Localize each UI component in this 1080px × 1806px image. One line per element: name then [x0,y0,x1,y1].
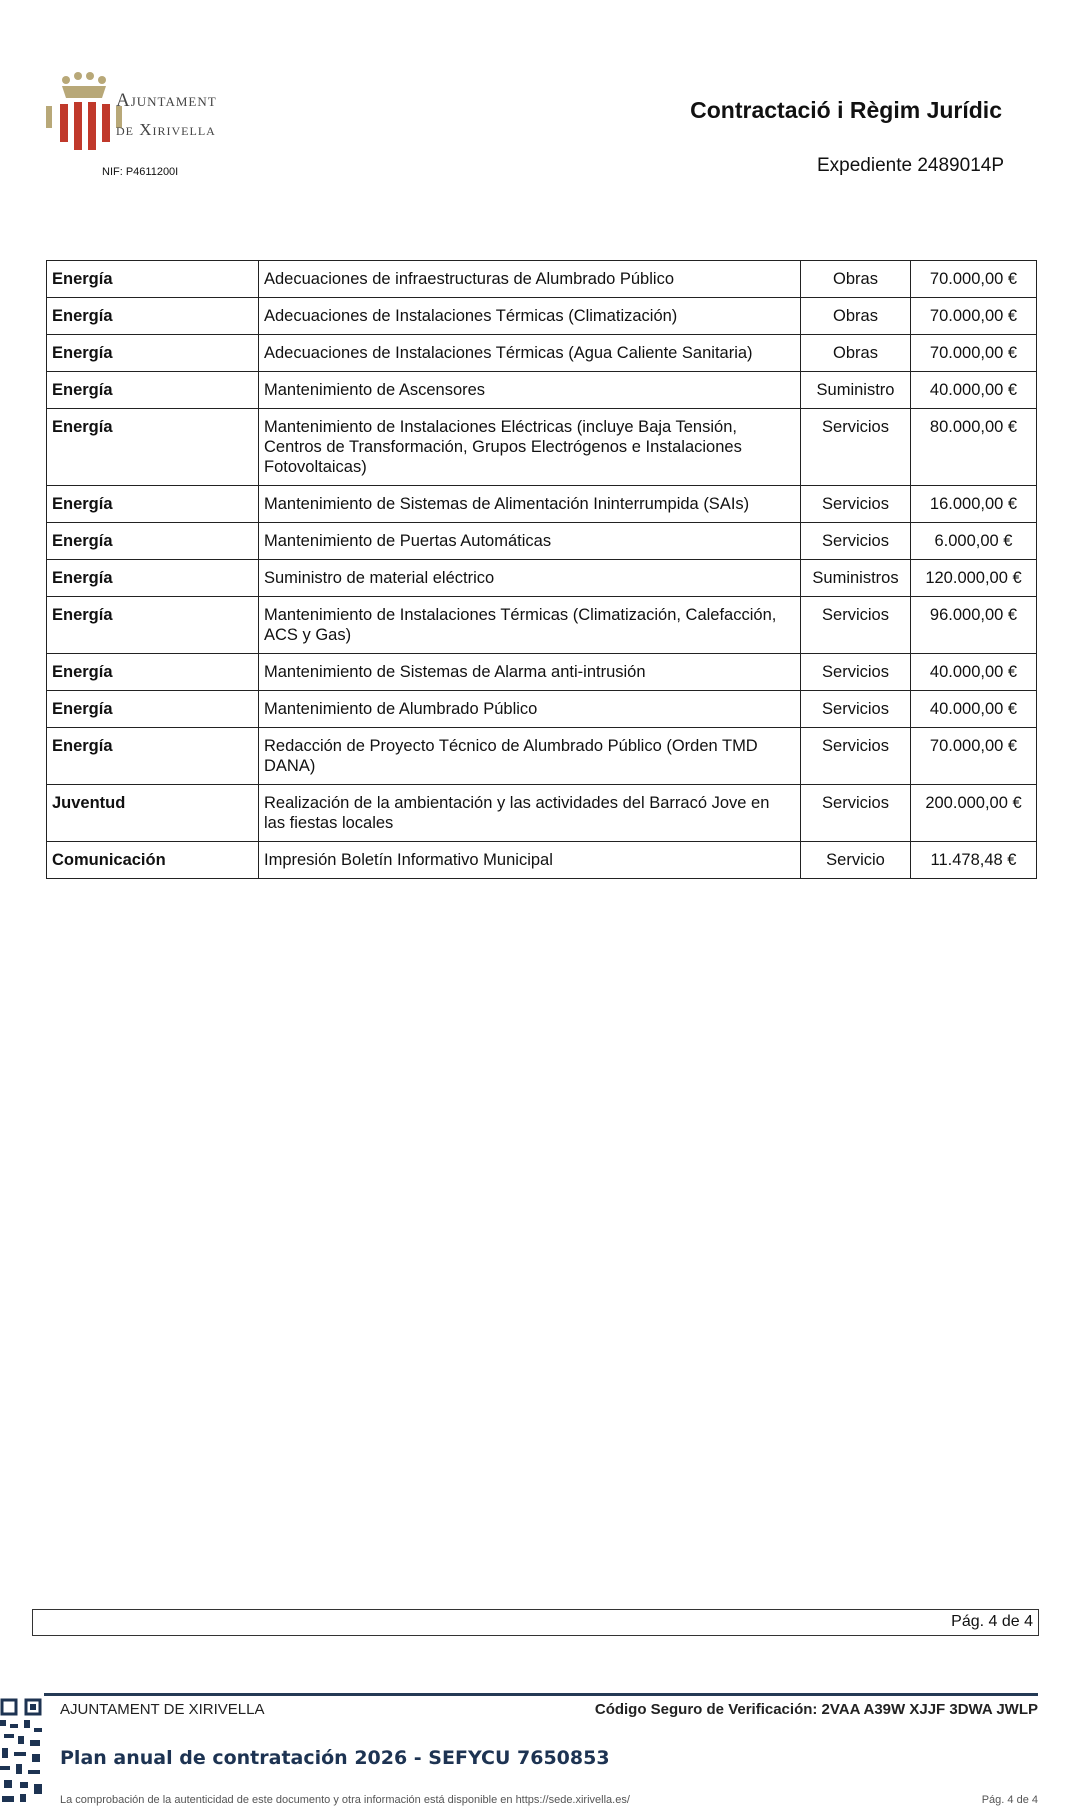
footer-page-number: Pág. 4 de 4 [981,1794,1038,1806]
page-number: Pág. 4 de 4 [951,1613,1033,1630]
expediente-number: Expediente 2489014P [817,155,1004,176]
contract-type-cell: Suministros [801,560,911,597]
description-cell: Mantenimiento de Ascensores [259,372,801,409]
table-row [47,728,1037,785]
contract-type-cell: Servicios [801,691,911,728]
footer-org: AJUNTAMENT DE XIRIVELLA [60,1701,265,1718]
area-cell: Comunicación [47,842,259,879]
description-cell: Adecuaciones de Instalaciones Térmicas (Agua Caliente Sanitaria) [259,335,801,372]
amount-cell: 40.000,00 € [911,372,1037,409]
coat-of-arms-logo [44,72,134,160]
table-row [47,486,1037,523]
footer-divider [44,1693,1038,1696]
contract-type-cell: Servicios [801,785,911,842]
area-cell: Energía [47,597,259,654]
contract-type-cell: Suministro [801,372,911,409]
contract-type-cell: Obras [801,261,911,298]
amount-cell: 120.000,00 € [911,560,1037,597]
table-row [47,409,1037,486]
amount-cell: 16.000,00 € [911,486,1037,523]
amount-cell: 70.000,00 € [911,298,1037,335]
table-row [47,298,1037,335]
amount-cell: 200.000,00 € [911,785,1037,842]
contracts-table [46,260,1037,879]
org-name-line2: de Xirivella [116,120,216,139]
authenticity-note: La comprobación de la autenticidad de este documento y otra información está disponible en https://sede.xirivella.es/ [60,1794,630,1806]
contract-type-cell: Servicios [801,597,911,654]
table-row [47,372,1037,409]
table-row [47,691,1037,728]
table-row [47,597,1037,654]
contract-type-cell: Servicio [801,842,911,879]
amount-cell: 70.000,00 € [911,261,1037,298]
area-cell: Energía [47,654,259,691]
table-row [47,785,1037,842]
description-cell: Suministro de material eléctrico [259,560,801,597]
org-name-line1: Ajuntament [116,90,217,111]
description-cell: Impresión Boletín Informativo Municipal [259,842,801,879]
amount-cell: 11.478,48 € [911,842,1037,879]
area-cell: Energía [47,335,259,372]
area-cell: Energía [47,372,259,409]
area-cell: Energía [47,691,259,728]
qr-code [0,1698,44,1804]
contract-type-cell: Servicios [801,654,911,691]
contract-type-cell: Servicios [801,523,911,560]
amount-cell: 40.000,00 € [911,691,1037,728]
nif: NIF: P4611200I [102,166,179,178]
description-cell: Adecuaciones de infraestructuras de Alumbrado Público [259,261,801,298]
department-title: Contractació i Règim Jurídic [690,97,1002,123]
table-row [47,842,1037,879]
area-cell: Energía [47,261,259,298]
description-cell: Redacción de Proyecto Técnico de Alumbrado Público (Orden TMD DANA) [259,728,801,785]
amount-cell: 96.000,00 € [911,597,1037,654]
description-cell: Adecuaciones de Instalaciones Térmicas (Climatización) [259,298,801,335]
page-number-box [32,1609,1039,1636]
area-cell: Energía [47,486,259,523]
table-row [47,261,1037,298]
area-cell: Energía [47,409,259,486]
amount-cell: 40.000,00 € [911,654,1037,691]
contract-type-cell: Servicios [801,409,911,486]
amount-cell: 70.000,00 € [911,728,1037,785]
description-cell: Mantenimiento de Sistemas de Alimentación Ininterrumpida (SAIs) [259,486,801,523]
description-cell: Mantenimiento de Instalaciones Térmicas (Climatización, Calefacción, ACS y Gas) [259,597,801,654]
area-cell: Energía [47,523,259,560]
table-row [47,335,1037,372]
description-cell: Realización de la ambientación y las actividades del Barracó Jove en las fiestas locales [259,785,801,842]
document-title: Plan anual de contratación 2026 - SEFYCU 7650853 [60,1747,610,1769]
contract-type-cell: Obras [801,298,911,335]
area-cell: Energía [47,298,259,335]
description-cell: Mantenimiento de Sistemas de Alarma anti-intrusión [259,654,801,691]
area-cell: Juventud [47,785,259,842]
area-cell: Energía [47,560,259,597]
amount-cell: 6.000,00 € [911,523,1037,560]
amount-cell: 80.000,00 € [911,409,1037,486]
table-row [47,523,1037,560]
contract-type-cell: Obras [801,335,911,372]
contract-type-cell: Servicios [801,728,911,785]
description-cell: Mantenimiento de Alumbrado Público [259,691,801,728]
contract-type-cell: Servicios [801,486,911,523]
area-cell: Energía [47,728,259,785]
verification-code: Código Seguro de Verificación: 2VAA A39W XJJF 3DWA JWLP [594,1701,1038,1718]
description-cell: Mantenimiento de Instalaciones Eléctricas (incluye Baja Tensión, Centros de Transformación, Grupos Electrógenos e Instalaciones Fotovoltaicas) [259,409,801,486]
table-row [47,560,1037,597]
table-row [47,654,1037,691]
amount-cell: 70.000,00 € [911,335,1037,372]
description-cell: Mantenimiento de Puertas Automáticas [259,523,801,560]
